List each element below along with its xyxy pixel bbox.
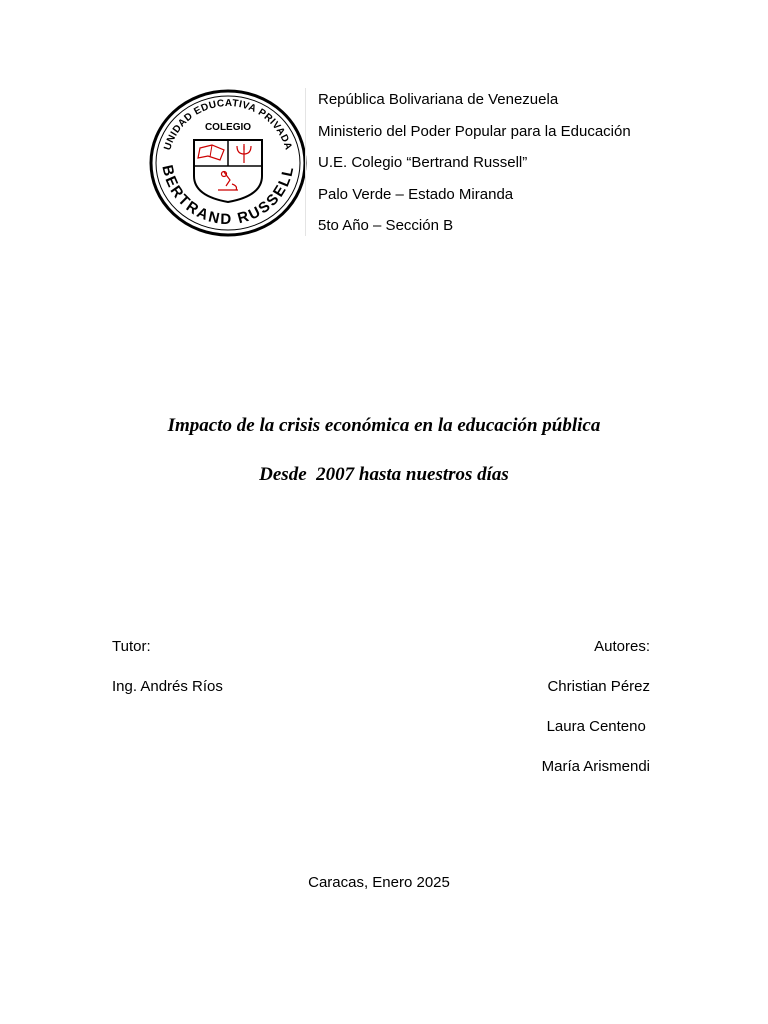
tutor-block [112, 637, 223, 717]
seal-ring-text-top: UNIDAD EDUCATIVA PRIVADA [162, 97, 294, 152]
tutor-name: Ing. Andrés Ríos [112, 678, 223, 695]
author-name: Christian Pérez [547, 678, 650, 695]
header-line-country: República Bolivariana de Venezuela [318, 91, 559, 108]
institution-header [318, 84, 738, 242]
author-name: Laura Centeno [546, 718, 650, 735]
authors-label: Autores: [594, 638, 650, 655]
tutor-label: Tutor: [112, 638, 151, 655]
school-seal-logo [148, 88, 308, 238]
authors-block [542, 637, 650, 797]
header-line-school: U.E. Colegio “Bertrand Russell” [318, 154, 528, 171]
seal-ring-text-mid: COLEGIO [204, 122, 252, 133]
header-line-grade: 5to Año – Sección B [318, 217, 454, 234]
seal-ring-text-bottom: BERTRAND RUSSELL [158, 163, 298, 229]
logo-divider [305, 88, 306, 236]
header-line-location: Palo Verde – Estado Miranda [318, 185, 514, 203]
author-name: María Arismendi [541, 758, 650, 775]
document-title: Impacto de la crisis económica en la educación pública [167, 415, 601, 436]
place-date: Caracas, Enero 2025 [308, 874, 450, 891]
header-line-ministry: Ministerio del Poder Popular para la Educación [318, 122, 631, 140]
document-subtitle: Desde 2007 hasta nuestros días [259, 464, 509, 485]
